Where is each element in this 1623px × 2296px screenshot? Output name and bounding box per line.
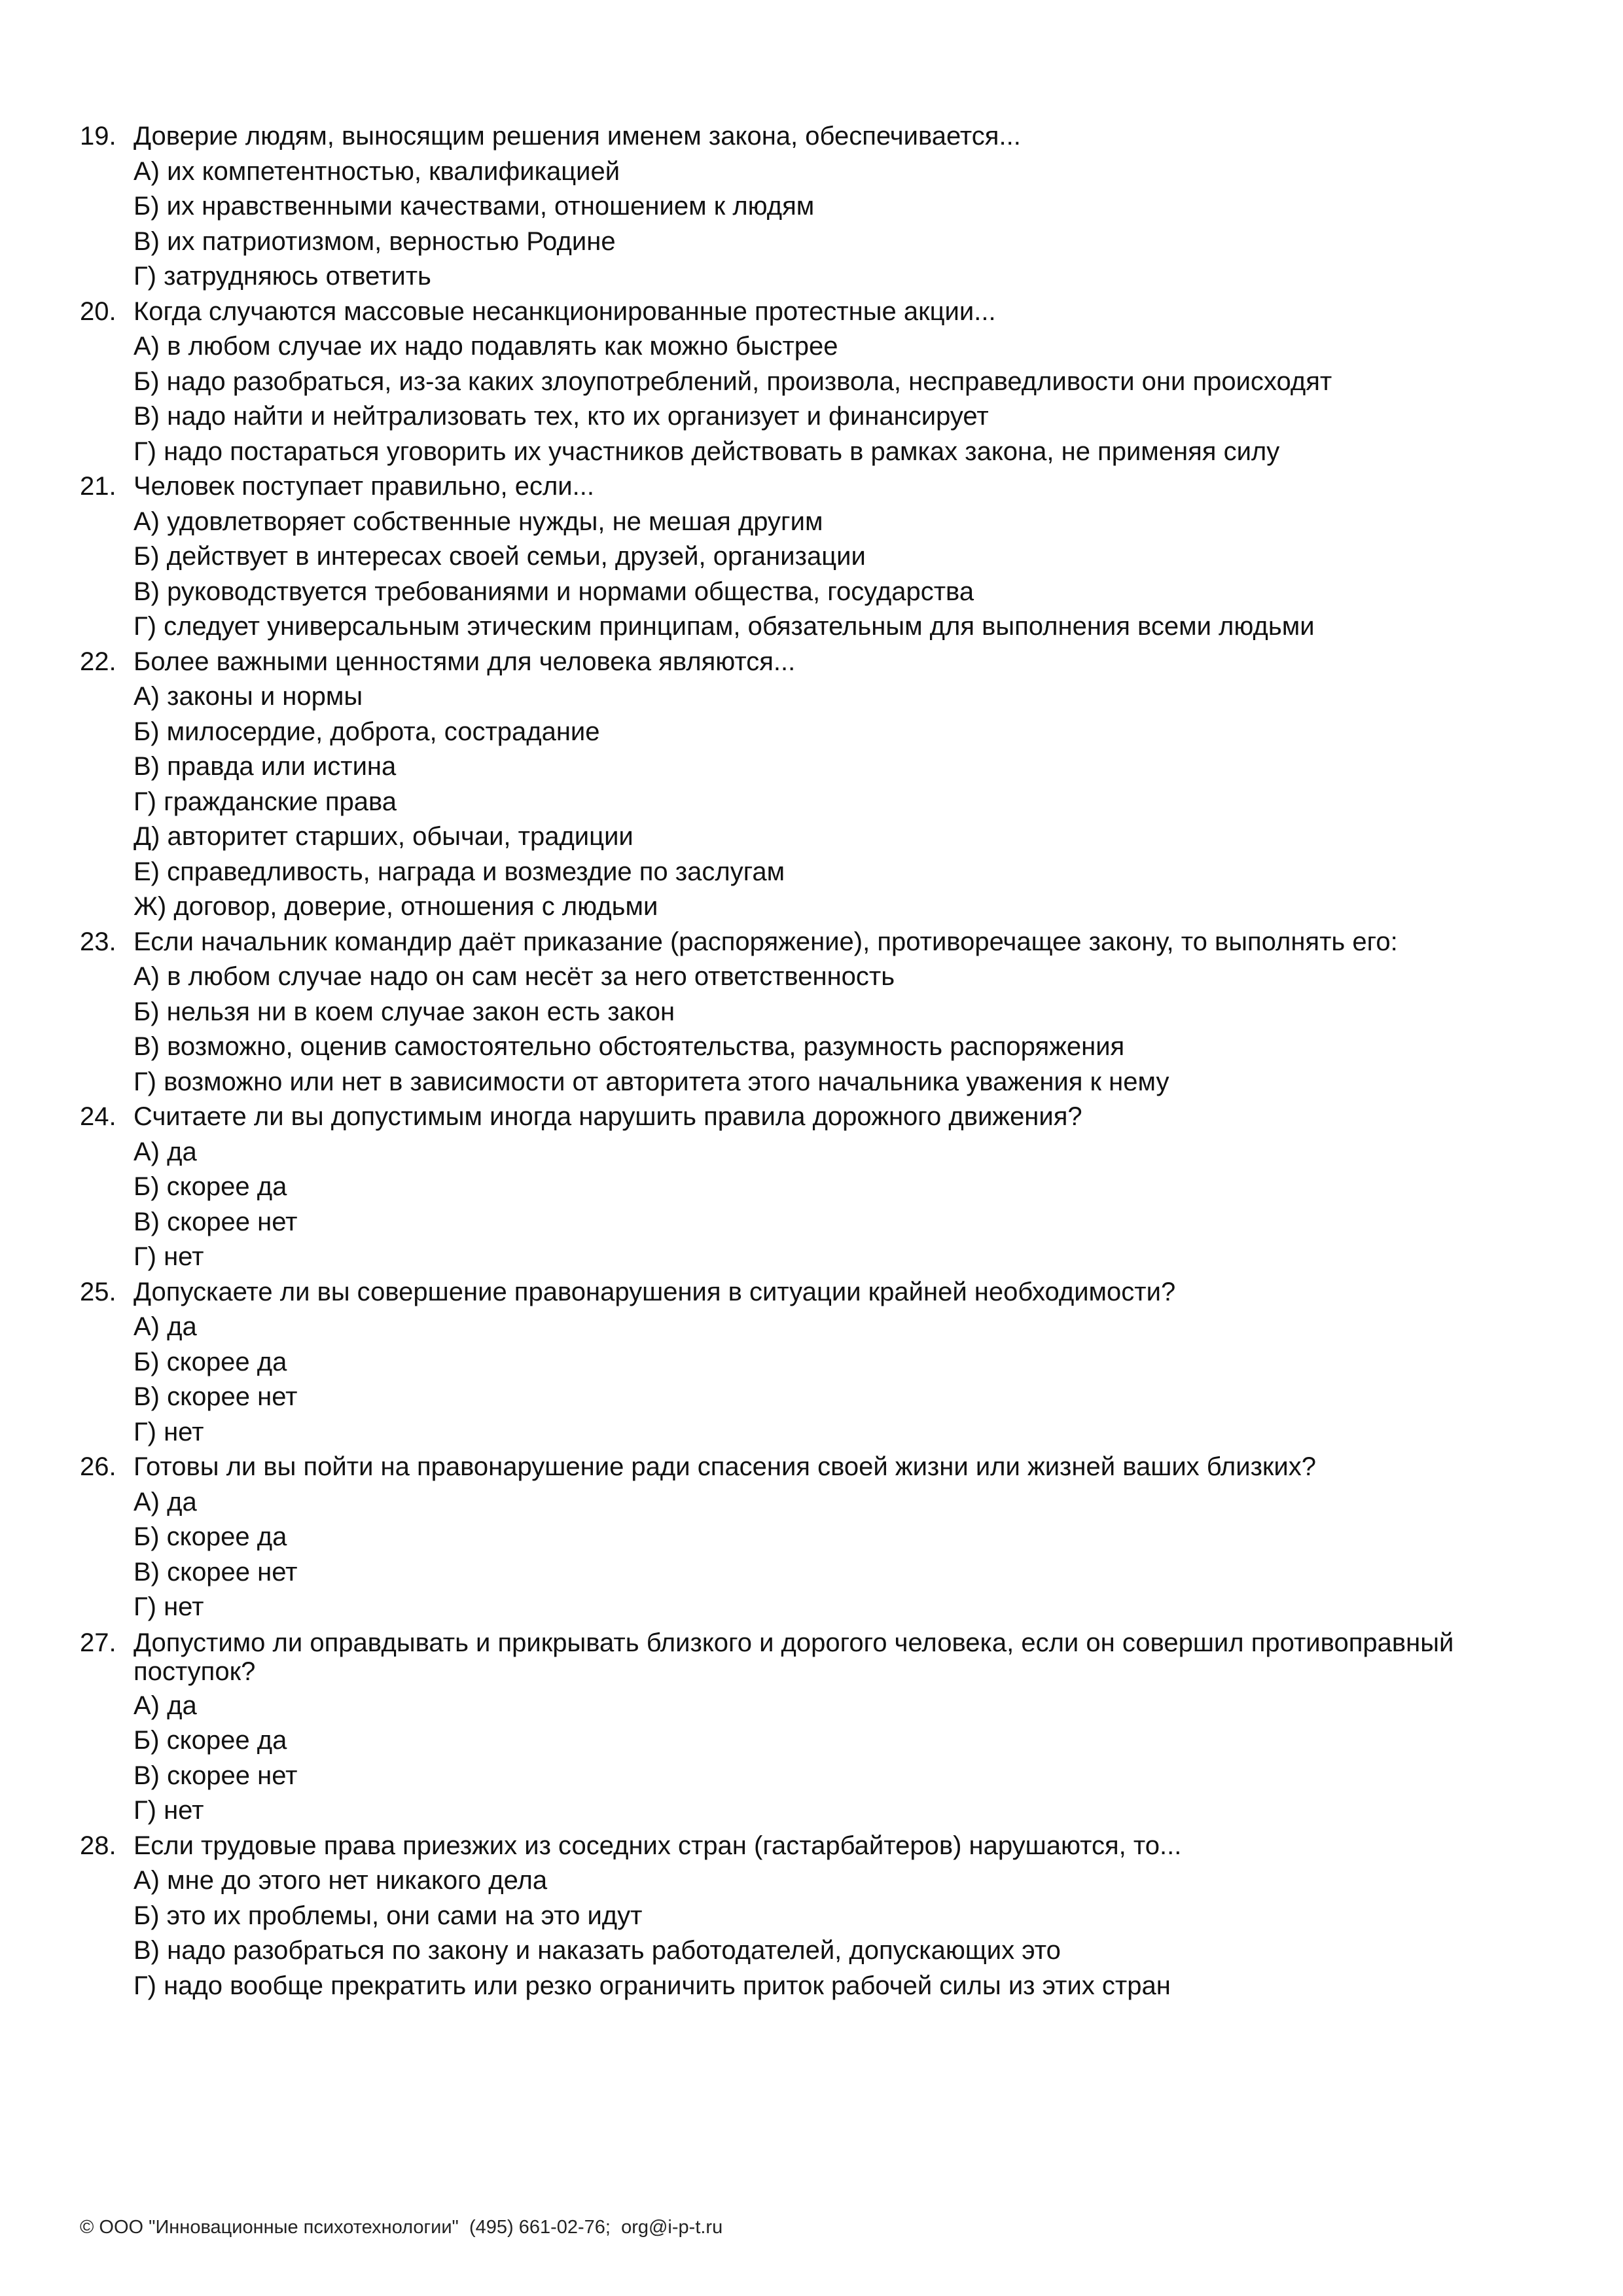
answer-options bbox=[80, 1310, 1546, 1450]
question-heading bbox=[80, 1829, 1546, 1864]
question-heading bbox=[80, 295, 1546, 330]
answer-option: В) правда или истина bbox=[134, 752, 397, 781]
answer-option: Г) надо постараться уговорить их участников действовать в рамках закона, не применяя силу bbox=[134, 437, 1280, 466]
answer-options bbox=[80, 505, 1546, 645]
question-heading bbox=[80, 469, 1546, 505]
answer-option: Б) их нравственными качествами, отношением к людям bbox=[134, 192, 815, 221]
question-heading bbox=[80, 925, 1546, 960]
answer-option: Б) скорее да bbox=[134, 1172, 287, 1201]
question-item bbox=[80, 1100, 1546, 1275]
answer-option: Г) нет bbox=[134, 1796, 204, 1825]
question-number: 24. bbox=[80, 1102, 116, 1131]
answer-option: Д) авторитет старших, обычаи, традиции bbox=[134, 822, 633, 851]
answer-option: Б) скорее да bbox=[134, 1726, 287, 1755]
question-item bbox=[80, 295, 1546, 470]
answer-option: Б) скорее да bbox=[134, 1347, 287, 1376]
question-number: 27. bbox=[80, 1628, 116, 1657]
answer-option: Г) возможно или нет в зависимости от авторитета этого начальника уважения к нему bbox=[134, 1067, 1169, 1096]
question-number: 28. bbox=[80, 1831, 116, 1860]
question-text: Доверие людям, выносящим решения именем закона, обеспечивается... bbox=[134, 122, 1021, 151]
answer-option: А) да bbox=[134, 1691, 197, 1720]
question-item bbox=[80, 1625, 1546, 1829]
answer-option: Г) нет bbox=[134, 1417, 204, 1446]
question-item bbox=[80, 1450, 1546, 1625]
question-item bbox=[80, 925, 1546, 1100]
question-text: Допускаете ли вы совершение правонарушения в ситуации крайней необходимости? bbox=[134, 1277, 1176, 1306]
answer-option: В) скорее нет bbox=[134, 1207, 298, 1236]
answer-option: Б) действует в интересах своей семьи, друзей, организации bbox=[134, 542, 866, 571]
answer-options bbox=[80, 329, 1546, 469]
answer-option: Е) справедливость, награда и возмездие по заслугам bbox=[134, 857, 785, 886]
question-number: 20. bbox=[80, 296, 116, 326]
question-number: 26. bbox=[80, 1452, 116, 1481]
answer-option: В) их патриотизмом, верностью Родине bbox=[134, 226, 616, 256]
question-number: 19. bbox=[80, 122, 116, 151]
answer-option: Б) это их проблемы, они сами на это идут bbox=[134, 1901, 643, 1930]
answer-option: Г) затрудняюсь ответить bbox=[134, 262, 431, 291]
questionnaire-section bbox=[80, 119, 1546, 2003]
question-heading bbox=[80, 1275, 1546, 1310]
question-text: Готовы ли вы пойти на правонарушение ради спасения своей жизни или жизней ваших близких? bbox=[134, 1452, 1317, 1481]
question-text: Допустимо ли оправдывать и прикрывать близкого и дорогого человека, если он совершил противоправный поступок? bbox=[134, 1628, 1454, 1686]
answer-option: Б) надо разобраться, из-за каких злоупотреблений, произвола, несправедливости они происходят bbox=[134, 367, 1332, 396]
question-text: Считаете ли вы допустимым иногда нарушить правила дорожного движения? bbox=[134, 1102, 1082, 1131]
answer-option: В) надо разобраться по закону и наказать работодателей, допускающих это bbox=[134, 1936, 1061, 1965]
answer-option: Г) гражданские права bbox=[134, 787, 397, 816]
answer-option: Г) надо вообще прекратить или резко ограничить приток рабочей силы из этих стран bbox=[134, 1971, 1171, 2000]
answer-option: Ж) договор, доверие, отношения с людьми bbox=[134, 892, 658, 921]
question-item bbox=[80, 645, 1546, 925]
answer-option: А) законы и нормы bbox=[134, 682, 363, 711]
answer-option: Г) следует универсальным этическим принципам, обязательным для выполнения всеми людьми bbox=[134, 612, 1315, 641]
question-number: 25. bbox=[80, 1277, 116, 1306]
answer-option: А) удовлетворяет собственные нужды, не мешая другим bbox=[134, 507, 823, 536]
answer-option: В) руководствуется требованиями и нормами общества, государства bbox=[134, 577, 974, 606]
question-text: Когда случаются массовые несанкционированные протестные акции... bbox=[134, 296, 996, 326]
question-heading bbox=[80, 1450, 1546, 1485]
question-number: 23. bbox=[80, 927, 116, 956]
answer-option: Б) нельзя ни в коем случае закон есть закон bbox=[134, 997, 675, 1026]
question-text: Человек поступает правильно, если... bbox=[134, 472, 594, 501]
answer-option: В) надо найти и нейтрализовать тех, кто их организует и финансирует bbox=[134, 402, 989, 431]
answer-option: А) в любом случае надо он сам несёт за него ответственность bbox=[134, 962, 895, 991]
question-heading bbox=[80, 119, 1546, 154]
question-text: Если трудовые права приезжих из соседних стран (гастарбайтеров) нарушаются, то... bbox=[134, 1831, 1182, 1860]
answer-option: Г) нет bbox=[134, 1242, 204, 1271]
answer-option: А) да bbox=[134, 1312, 197, 1341]
answer-options bbox=[80, 1689, 1546, 1829]
page-footer: © ООО "Инновационные психотехнологии" (495) 661-02-76; org@i-p-t.ru bbox=[80, 2217, 723, 2238]
question-text: Если начальник командир даёт приказание (распоряжение), противоречащее закону, то выполнять его: bbox=[134, 927, 1398, 956]
answer-option: А) да bbox=[134, 1487, 197, 1516]
question-number: 22. bbox=[80, 647, 116, 676]
answer-options bbox=[80, 960, 1546, 1100]
answer-options bbox=[80, 679, 1546, 925]
answer-option: В) скорее нет bbox=[134, 1557, 298, 1587]
answer-option: А) мне до этого нет никакого дела bbox=[134, 1866, 548, 1895]
answer-option: Б) скорее да bbox=[134, 1522, 287, 1551]
answer-options bbox=[80, 154, 1546, 295]
question-item bbox=[80, 469, 1546, 645]
question-heading bbox=[80, 645, 1546, 680]
answer-options bbox=[80, 1135, 1546, 1275]
answer-option: В) скорее нет bbox=[134, 1761, 298, 1790]
question-item bbox=[80, 1829, 1546, 2004]
answer-options bbox=[80, 1863, 1546, 2003]
question-number: 21. bbox=[80, 472, 116, 501]
answer-option: В) скорее нет bbox=[134, 1382, 298, 1411]
question-heading bbox=[80, 1625, 1546, 1689]
answer-option: В) возможно, оценив самостоятельно обстоятельства, разумность распоряжения bbox=[134, 1032, 1125, 1061]
answer-option: Б) милосердие, доброта, сострадание bbox=[134, 717, 600, 746]
question-heading bbox=[80, 1100, 1546, 1135]
question-text: Более важными ценностями для человека являются... bbox=[134, 647, 796, 676]
answer-option: А) в любом случае их надо подавлять как можно быстрее bbox=[134, 332, 838, 361]
answer-option: А) да bbox=[134, 1137, 197, 1166]
answer-option: А) их компетентностью, квалификацией bbox=[134, 156, 620, 186]
question-item bbox=[80, 119, 1546, 295]
question-item bbox=[80, 1275, 1546, 1450]
answer-options bbox=[80, 1485, 1546, 1625]
answer-option: Г) нет bbox=[134, 1592, 204, 1621]
